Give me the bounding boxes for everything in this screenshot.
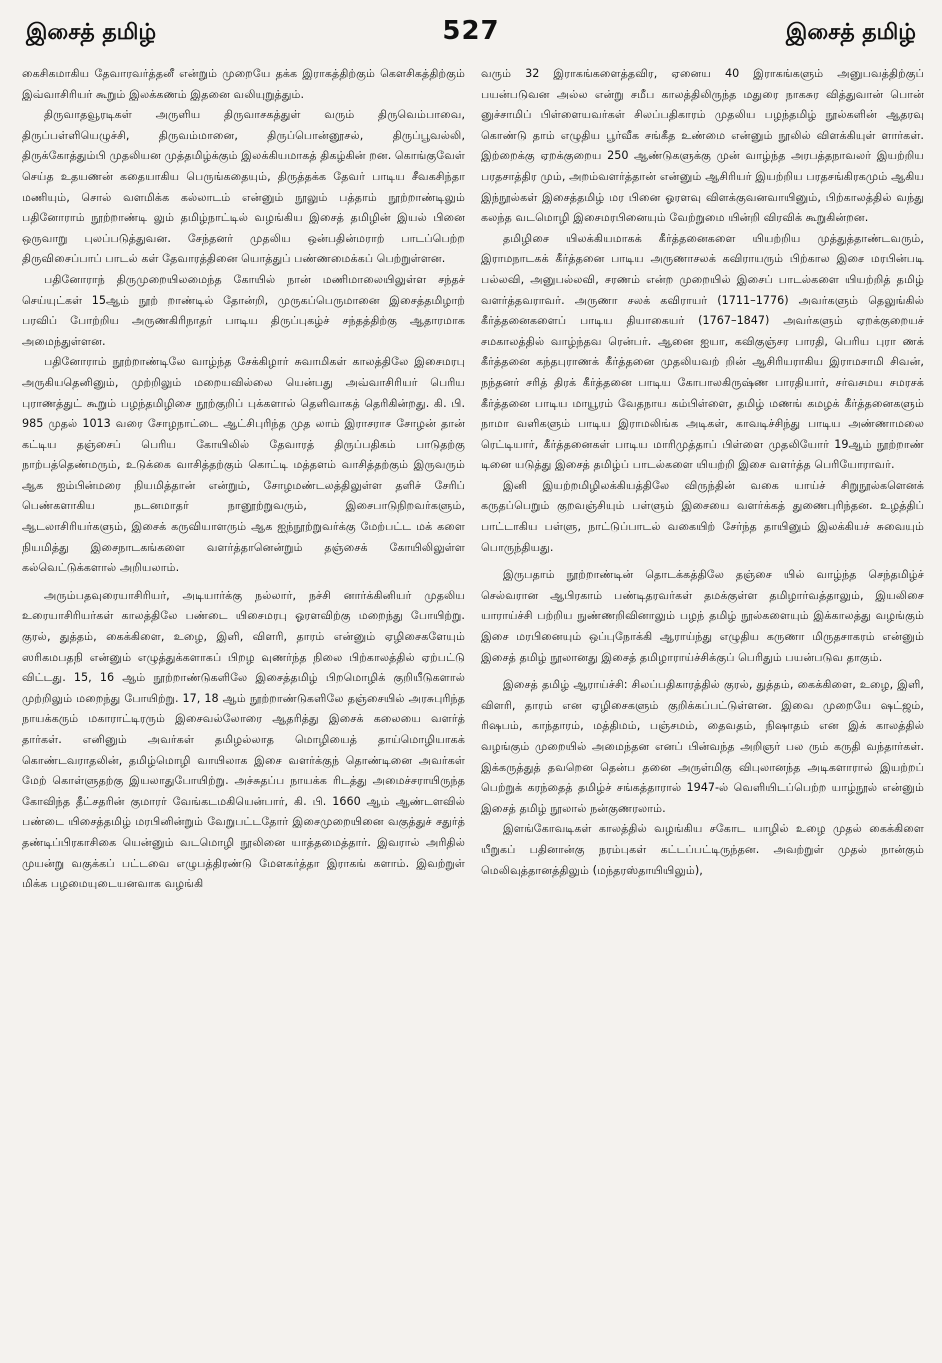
page-header [22,14,920,58]
paragraph: திருவாதவூரடிகள் அருளிய திருவாசகத்துள் வரும் திருவெம்பாவை, திருப்பள்ளியெழுச்சி, திருவம்மானை, திருப்பொன்னூசல், திருப்பூவல்லி, திருக்கோத்தும்பி முதலியன முத்தமிழ்க்கும் இலக்கியமாகத் திகழ்கின் றன. கொங்குவேள் செய்த உதயணன் கதையாகிய பெருங்கதையும், திருத்தக்க தேவர் பாடிய சீவகசிந்தா மணியும், சொல் வளமிக்க கல்லாடம் என்னும் நூலும் பத்தாம் நூற்றாண்டிலும் பதினோராம் நூற்றாண்டி லும் தமிழ்நாட்டில் வழங்கிய இசைத் தமிழின் இயல் பினை ஒருவாறு புலப்படுத்துவன. சேந்தனர் முதலிய ஒன்பதின்மராற் பாடப்பெற்ற திருவிசைப்பாப் பாடல் கள் தேவாரத்தினை யொத்துப் பண்ணமைக்கப் பெற்றுள்ளன. [22,108,465,266]
paragraph: அரும்பதவுரையாசிரியர், அடியார்க்கு நல்லார், நச்சி னார்க்கினியர் முதலிய உரையாசிரியர்கள் காலத்திலே பண்டை யிசைமரபு ஓரளவிற்கு மறைந்து போயிற்று. குரல், துத்தம், கைக்கிளை, உழை, இளி, விளரி, தாரம் என்னும் ஏழிசைகளேயும் ஸரிகமபதநி என்னும் எழுத்துக்களாகப் பிறழ வுணர்ந்த நிலை பிற்காலத்தில் ஏற்பட்டு விட்டது. 15, 16 ஆம் நூற்றாண்டுகளிலே இசைத்தமிழ் பிறமொழிக் குறியீடுகளால் முற்றிலும் மறைந்து போயிற்று. 17, 18 ஆம் நூற்றாண்டுகளிலே தஞ்சையில் அரசுபுரிந்த நாயக்கரும் மகாராட்டிரரும் இசைவல்லோரை ஆதரித்து இசைக் கலையை வளர்த் தார்கள். எனினும் அவர்கள் தமிழல்லாத மொழியைத் தாய்மொழியாகக் கொண்டவராதலின், தமிழ்மொழி வாயிலாக இசை வளர்க்குந் தொண்டினை அவர்கள் மேற் கொள்ளுதற்கு இயலாதுபோயிற்று. அச்சுதப்ப நாயக்க ரிடத்து அமைச்சராயிருந்த கோவிந்த தீட்சதரின் குமாரர் வேங்கடமகியென்பார், கி. பி. 1660 ஆம் ஆண்டளவில் பண்டை யிசைத்தமிழ் மரபினின்றும் வேறுபட்டதோர் இசைமுறையினை வகுத்துச் சதுர்த் தண்டிப்பிரகாசிகை யென்னும் வடமொழி நூலினை யாத்தமைத்தார். இவரால் அரிதில் முயன்று வகுக்கப் பட்டவை எழுபத்திரண்டு மேளகர்த்தா இராகங் களாம். இவற்றுள் மிக்க பழமையுடையனவாக வழங்கி [22,588,465,891]
paragraph: வரும் 32 இராகங்களைத்தவிர, ஏனைய 40 இராகங்களும் அனுபவத்திற்குப் பயன்படுவன அல்ல என்று சமீப காலத்திலிருந்த மதுரை நாகசுர வித்துவான் பொன் னுச்சாமிப் பிள்ளையவர்கள் சிலப்பதிகாரம் முதலிய பழந்தமிழ் நூல்களின் ஆதரவு கொண்டு தாம் எழுதிய பூர்வீக சங்கீத உண்மை என்னும் நூலில் விளக்கியுள் ளார்கள். இற்றைக்கு ஏறக்குறைய 250 ஆண்டுகளுக்கு முன் வாழ்ந்த அரபத்தநாவலர் இயற்றிய பரதசாத்திர மும், அறம்வளர்த்தான் என்னும் ஆசிரியர் இயற்றிய பரதசங்கிரகமும் ஆகிய இந்நூல்கள் இசைத்தமிழ் மர பினை ஓரளவு விளக்குவனவாயினும், பிற்காலத்தில் வந்து கலந்த வடமொழி இசைமரபினையும் வேற்றுமை யின்றி விரவிக் கூறுகின்றன. [481,67,924,225]
running-title-right: இசைத் தமிழ் [785,20,916,45]
paragraph: இளங்கோவடிகள் காலத்தில் வழங்கிய சகோட யாழில் உழை முதல் கைக்கிளை யீறுகப் பதினான்கு நரம்புகள் கட்டப்பட்டிருந்தன. அவற்றுள் முதல் நான்கும் மெலிவுத்தானத்திலும் (மந்தரஸ்தாயியிலும்), [481,822,924,877]
paragraph: இனி இயற்றமிழிலக்கியத்திலே விருந்தின் வகை யாய்ச் சிறுநூல்களெனக் கருதப்பெறும் குறவஞ்சியும் பள்ளும் இசையை வளர்க்கத் துணைபுரிந்தன. உழத்திப் பாட்டாகிய பள்ளு, நாட்டுப்பாடல் வகையிற் சேர்ந்த தாயினும் இலக்கியச் சுவையும் பொருந்தியது. [481,478,924,554]
page-number: 527 [442,16,500,46]
body-columns [22,64,924,1357]
left-column [22,64,465,1357]
paragraph: இருபதாம் நூற்றாண்டின் தொடக்கத்திலே தஞ்சை யில் வாழ்ந்த செந்தமிழ்ச் செல்வரான ஆபிரகாம் பண்டிதரவர்கள் தமக்குள்ள தமிழார்வத்தாலும், இயலிசை யாராய்ச்சி பற்றிய நுண்ணறிவினாலும் பழந் தமிழ் நூல்களையும் இக்காலத்து வழங்கும் இசை மரபினையும் ஒப்புநோக்கி ஆராய்ந்து எழுதிய கருணா மிருதசாகரம் என்னும் இசைத் தமிழ் நூலானது இசைத் தமிழாராய்ச்சிக்குப் பெரிதும் பயன்படுவ தாகும். [481,568,924,664]
paragraph: தமிழிசை யிலக்கியமாகக் கீர்த்தனைகளை யியற்றிய முத்துத்தாண்டவரும், இராமநாடகக் கீர்த்தனை பாடிய அருணாசலக் கவிராயரும் பிற்கால இசை மரபின்படி பல்லவி, அனுபல்லவி, சரணம் என்ற முறையில் இசைப் பாடல்களை யியற்றித் தமிழ் வளர்த்தவராவர். அருணா சலக் கவிராயர் (1711–1776) அவர்களும் தெலுங்கில் கீர்த்தனைகளைப் பாடிய தியாகையர் (1767–1847) அவர்களும் ஏறக்குறையச் சமகாலத்தில் வாழ்ந்தவ ரென்பர். ஆனை ஐயா, கவிகுஞ்சர பாரதி, பெரிய புரா ணக் கீர்த்தனை கந்தபுராணக் கீர்த்தனை முதலியவற் றின் ஆசிரியராகிய இராமசாமி சிவன், நந்தனர் சரித் திரக் கீர்த்தனை பாடிய கோபாலகிருஷ்ண பாரதியார், சர்வசமய சமரசக் கீர்த்தனை பாடிய மாயூரம் வேதநாய கம்பிள்ளை, தமிழ் மணங் கமழக் கீர்த்தனைகளும் நாமா வளிகளும் பாடிய இராமலிங்க அடிகள், காவடிச்சிந்து பாடிய அண்ணாமலை ரெட்டியார், கீர்த்தனைகள் பாடிய மாரிமுத்தாப் பிள்ளை முதலியோர் 19ஆம் நூற்றாண் டினை யடுத்து இசைத் தமிழ்ப் பாடல்களை யியற்றி இசை வளர்த்த பெரியோராவர். [481,231,924,472]
paragraph: இசைத் தமிழ் ஆராய்ச்சி: சிலப்பதிகாரத்தில் குரல், துத்தம், கைக்கிளை, உழை, இளி, விளரி, தாரம் என ஏழிசைகளும் குறிக்கப்பட்டுள்ளன. இவை முறையே ஷட்ஜம், ரிஷபம், காந்தாரம், மத்திமம், பஞ்சமம், தைவதம், நிஷாதம் என இக் காலத்தில் வழங்கும் முறையில் அமைந்தன எனப் பின்வந்த அறிஞர் பல ரும் கருதி வந்தார்கள். இக்கருத்துத் தவறென தென்ப தனை அருள்மிகு விபுலானந்த அடிகளாரால் இயற்றப் பெற்றுக் கரந்தைத் தமிழ்ச் சங்கத்தாரால் 1947-ல் வெளியிடப்பெற்ற யாழ்நூல் என்னும் இசைத் தமிழ் நூலால் நன்குணரலாம். [481,678,924,815]
paragraph: பதினோராந் திருமுறையிலமைந்த கோயில் நான் மணிமாலையிலுள்ள சந்தச் செய்யுட்கள் 15ஆம் நூற் றாண்டில் தோன்றி, முருகப்பெருமானை இசைத்தமிழாற் பரவிப் போற்றிய அருணகிரிநாதர் பாடிய திருப்புகழ்ச் சந்தத்திற்கு ஆதாரமாக அமைந்துள்ளன. [22,272,465,348]
right-column [481,64,924,1357]
running-title-left: இசைத் தமிழ் [26,20,157,45]
paragraph: பதினோராம் நூற்றாண்டிலே வாழ்ந்த சேக்கிழார் சுவாமிகள் காலத்திலே இசைமரபு அருகியதெனினும், முற்றிலும் மறையவில்லை யென்பது அவ்வாசிரியர் பெரிய புராணத்துட் கூறும் பழந்தமிழிசை நூற்குறிப் புக்களால் தெளிவாகத் தெரிகின்றது. கி. பி. 985 முதல் 1013 வரை சோழநாட்டை ஆட்சிபுரிந்த முத லாம் இராசராச சோழன் தான் கட்டிய தஞ்சைப் பெரிய கோயிலில் தேவாரத் திருப்பதிகம் பாடுதற்கு நாற்பத்தெண்மரும், உடுக்கை வாசித்தற்கும் கொட்டி மத்தளம் வாசித்தற்கும் இருவரும் ஆக ஐம்பின்மரை நியமித்தான் என்றும், சோழமண்டலத்திலுள்ள தளிச் சேரிப் பெண்களாகிய நடனமாதர் நானூற்றுவரும், இசைபாடுநிறவர்களும், ஆடலாசிரியர்களும், இசைக் கருவியாளரும் ஆக ஐந்நூற்றுவர்க்கு மேற்பட்ட மக் களை நியமித்து இசைநாடகங்களை வளர்த்தானென்றும் தஞ்சைக் கோயிலிலுள்ள கல்வெட்டுக்களால் அறியலாம். [22,355,465,575]
paragraph: கைசிகமாகிய தேவாரவர்த்தனீ என்றும் முறையே தக்க இராகத்திற்கும் கௌசிகத்திற்கும் இவ்வாசிரியர் கூறும் இலக்கணம் இதனை வலியுறுத்தும். [22,67,465,101]
